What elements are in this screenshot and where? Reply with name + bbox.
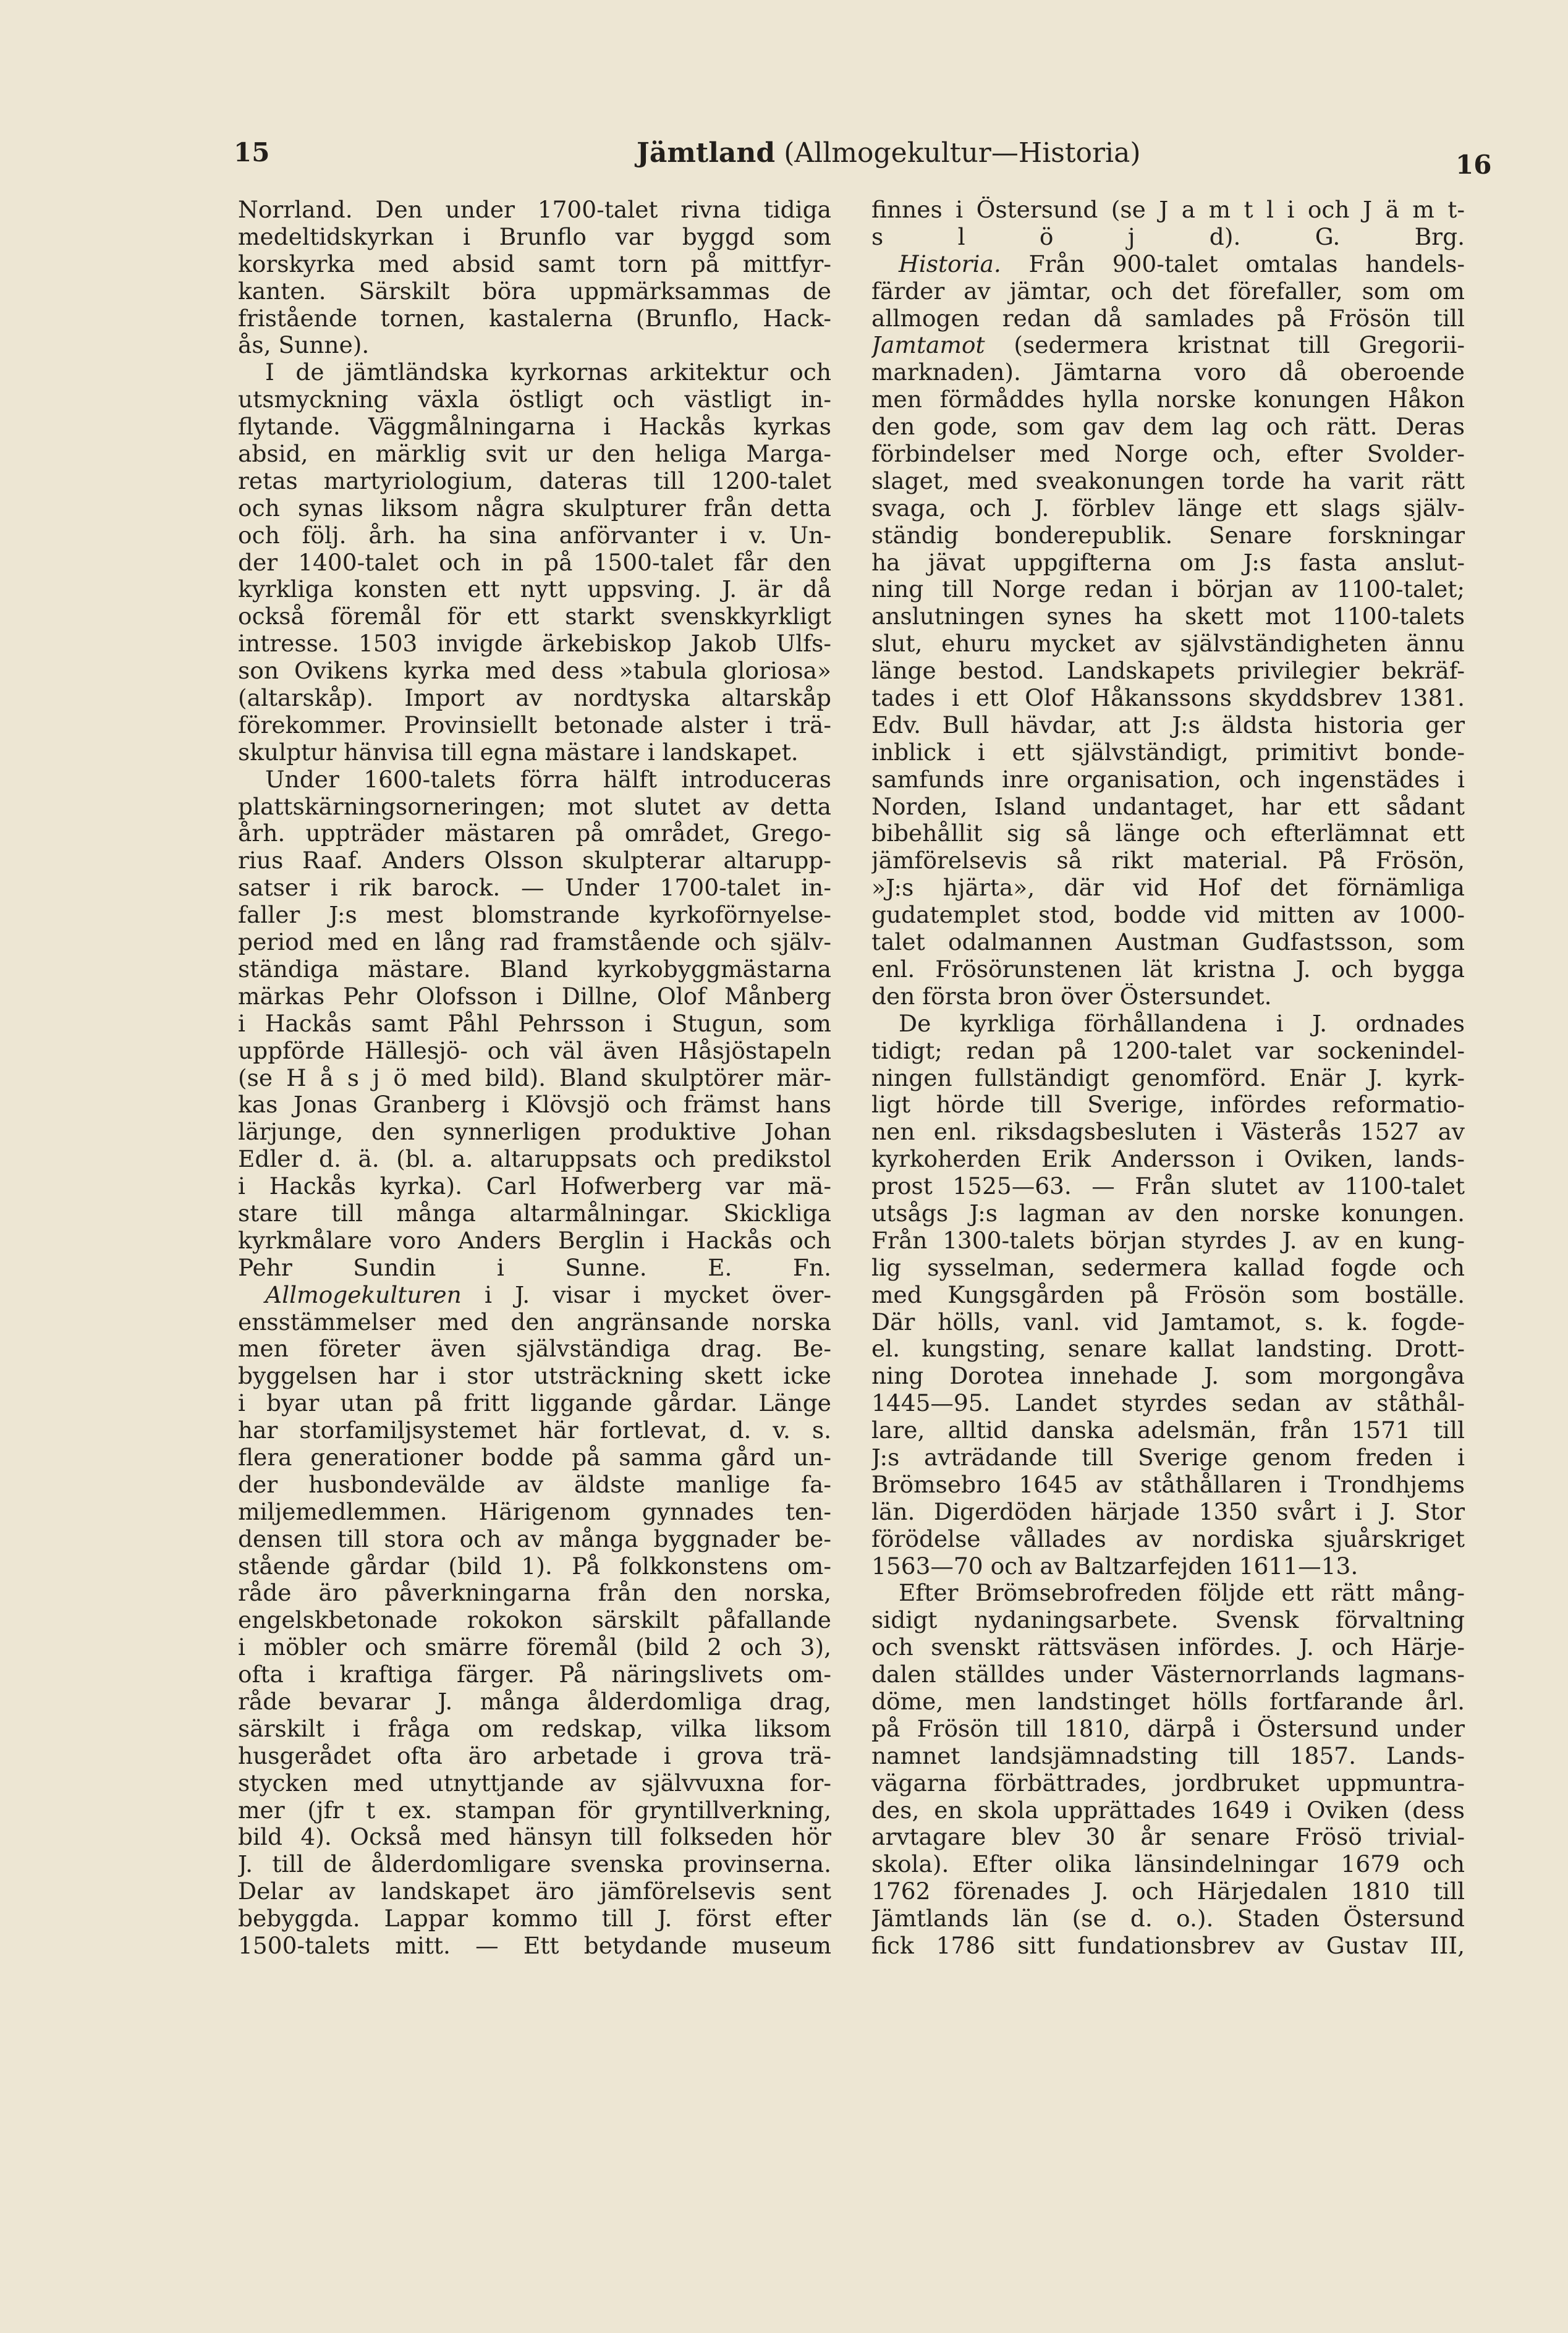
text-line: i Hackås kyrka). Carl Hofwerberg var mä- [238, 1173, 831, 1200]
text-line: stare till många altarmålningar. Skickliga [238, 1200, 831, 1227]
text-line: enl. Frösörunstenen lät kristna J. och bygga [871, 955, 1465, 983]
text-line: el. kungsting, senare kallat landsting. Drott- [871, 1336, 1465, 1363]
text-line: kyrkmålare voro Anders Berglin i Hackås och [238, 1227, 831, 1254]
text-line: Edler d. ä. (bl. a. altaruppsats och predikstol [238, 1146, 831, 1173]
text-line: slut, ehuru mycket av självständigheten ännu [871, 630, 1465, 658]
page-number-left: 15 [234, 137, 270, 167]
text-line: ligt hörde till Sverige, infördes reformatio- [871, 1091, 1465, 1119]
text-line: slaget, med sveakonungen torde ha varit rätt [871, 467, 1465, 494]
text-line: ningen fullständigt genomförd. Enär J. kyrk- [871, 1064, 1465, 1091]
text-line: i byar utan på fritt liggande gårdar. Länge [238, 1390, 831, 1417]
text-line: Pehr Sundin i Sunne. E. Fn. [238, 1254, 831, 1281]
text-line: den första bron över Östersundet. [871, 983, 1272, 1010]
text-line: 1445—95. Landet styrdes sedan av ståthål- [871, 1390, 1465, 1417]
text-line: (altarskåp). Import av nordtyska altarskåp [238, 685, 831, 712]
text-line: särskilt i fråga om redskap, vilka liksom [238, 1715, 831, 1742]
text-line: retas martyriologium, dateras till 1200-talet [238, 467, 831, 494]
text-line: med Kungsgården på Frösön som boställe. [871, 1281, 1465, 1308]
text-line: ständig bonderepublik. Senare forskningar [871, 522, 1465, 549]
text-line: anslutningen synes ha skett mot 1100-talets [871, 603, 1465, 630]
text-line: sidigt nydaningsarbete. Svensk förvaltning [871, 1607, 1465, 1634]
text-line: plattskärningsorneringen; mot slutet av detta [238, 793, 831, 820]
text-line: Jämtlands län (se d. o.). Staden Östersund [871, 1905, 1465, 1933]
text-line: flytande. Väggmålningarna i Hackås kyrkas [238, 413, 831, 441]
text-line: lärjunge, den synnerligen produktive Johan [238, 1119, 831, 1146]
text-line: men företer även självständiga drag. Be- [238, 1336, 831, 1363]
text-line: råde bevarar J. många ålderdomliga drag, [238, 1688, 831, 1715]
running-head [637, 137, 1141, 169]
text-line: uppförde Hällesjö- och väl även Håsjöstapeln [238, 1037, 831, 1064]
text-line: namnet landsjämnadsting till 1857. Lands- [871, 1742, 1465, 1769]
text-line: den gode, som gav dem lag och rätt. Deras [871, 413, 1465, 441]
text-line: Allmogekulturen i J. visar i mycket över- [265, 1281, 831, 1308]
text-line: miljemedlemmen. Härigenom gynnades ten- [238, 1498, 831, 1525]
text-line: ås, Sunne). [238, 332, 370, 359]
text-line: tades i ett Olof Håkanssons skyddsbrev 1381. [871, 685, 1465, 712]
text-line: också föremål för ett starkt svenskkyrkligt [238, 603, 831, 630]
text-line: jämförelsevis så rikt material. På Frösön, [871, 847, 1465, 874]
text-line: De kyrkliga förhållandena i J. ordnades [899, 1010, 1465, 1037]
text-line: nen enl. riksdagsbesluten i Västerås 1527 av [871, 1119, 1465, 1146]
text-line: ständiga mästare. Bland kyrkobyggmästarna [238, 955, 831, 983]
text-line: mer (jfr t ex. stampan för gryntillverkning, [238, 1797, 831, 1824]
text-line: och följ. årh. ha sina anförvanter i v. Un- [238, 522, 831, 549]
text-line: marknaden). Jämtarna voro då oberoende [871, 359, 1465, 386]
text-line: ning Dorotea innehade J. som morgongåva [871, 1363, 1465, 1390]
text-line: Under 1600-talets förra hälft introduceras [265, 766, 831, 793]
text-line: »J:s hjärta», där vid Hof det förnämliga [871, 874, 1465, 902]
text-line: fick 1786 sitt fundationsbrev av Gustav III, [871, 1933, 1465, 1959]
running-head-title: Jämtland [637, 137, 776, 169]
text-line: lare, alltid danska adelsmän, från 1571 till [871, 1417, 1465, 1444]
text-line: lig sysselman, sedermera kallad fogde och [871, 1254, 1465, 1281]
text-line: Där hölls, vanl. vid Jamtamot, s. k. fogde- [871, 1308, 1465, 1336]
text-line: men förmåddes hylla norske konungen Håkon [871, 386, 1465, 413]
text-line: Delar av landskapet äro jämförelsevis sent [238, 1878, 831, 1905]
text-line: på Frösön till 1810, därpå i Östersund under [871, 1715, 1465, 1742]
text-line: densen till stora och av många byggnader be- [238, 1525, 831, 1552]
text-line: har storfamiljsystemet här fortlevat, d. v. s. [238, 1417, 831, 1444]
text-line: ensstämmelser med den angränsande norska [238, 1308, 831, 1336]
text-line: period med en lång rad framstående och själv- [238, 929, 831, 956]
text-line: prost 1525—63. — Från slutet av 1100-talet [871, 1173, 1465, 1200]
text-line: absid, en märklig svit ur den heliga Marga- [238, 441, 831, 468]
text-line: skola). Efter olika länsindelningar 1679 och [871, 1851, 1465, 1878]
text-line: 1500-talets mitt. — Ett betydande museum [238, 1933, 831, 1959]
text-line: son Ovikens kyrka med dess »tabula gloriosa» [238, 658, 831, 685]
page-number-right: 16 [1456, 150, 1492, 180]
text-line: fristående tornen, kastalerna (Brunflo, Hack- [238, 305, 831, 332]
running-head-subtitle: (Allmogekultur—Historia) [775, 137, 1141, 169]
text-line: des, en skola upprättades 1649 i Oviken (dess [871, 1797, 1465, 1824]
text-line: s l ö j d). G. Brg. [871, 223, 1465, 250]
text-line: 1762 förenades J. och Härjedalen 1810 till [871, 1878, 1465, 1905]
text-line: rius Raaf. Anders Olsson skulpterar altarupp- [238, 847, 831, 874]
text-line: svaga, och J. förblev länge ett slags själv- [871, 494, 1465, 522]
left-column [238, 197, 831, 1960]
text-line: finnes i Östersund (se J a m t l i och J ä m t- [871, 197, 1465, 223]
text-line: märkas Pehr Olofsson i Dillne, Olof Månberg [238, 983, 831, 1010]
text-line: bibehållit sig så länge och efterlämnat ett [871, 820, 1465, 847]
text-line: kyrkliga konsten ett nytt uppsving. J. är då [238, 576, 831, 603]
text-line: (se H å s j ö med bild). Bland skulptörer mär- [238, 1064, 831, 1091]
text-line: ofta i kraftiga färger. På näringslivets om- [238, 1661, 831, 1688]
text-line: I de jämtländska kyrkornas arkitektur och [265, 359, 831, 386]
text-line: och svenskt rättsväsen infördes. J. och Härje- [871, 1634, 1465, 1661]
text-line: der 1400-talet och in på 1500-talet får den [238, 549, 831, 576]
text-line: Edv. Bull hävdar, att J:s äldsta historia ger [871, 711, 1465, 739]
text-line: faller J:s mest blomstrande kyrkoförnyelse- [238, 902, 831, 929]
text-line: i Hackås samt Påhl Pehrsson i Stugun, som [238, 1010, 831, 1037]
text-line: och synas liksom några skulpturer från detta [238, 494, 831, 522]
text-line: utsmyckning växla östligt och västligt in- [238, 386, 831, 413]
text-line: skulptur hänvisa till egna mästare i landskapet. [238, 739, 799, 766]
text-line: allmogen redan då samlades på Frösön till [871, 305, 1465, 332]
text-line: dalen ställdes under Västernorrlands lagmans- [871, 1661, 1465, 1688]
text-line: Norrland. Den under 1700-talet rivna tidiga [238, 197, 831, 223]
text-line: stående gårdar (bild 1). På folkkonstens om- [238, 1552, 831, 1580]
text-line: arvtagare blev 30 år senare Frösö trivial- [871, 1824, 1465, 1851]
text-line: kas Jonas Granberg i Klövsjö och främst hans [238, 1091, 831, 1119]
text-line: flera generationer bodde på samma gård un- [238, 1444, 831, 1471]
text-line: talet odalmannen Austman Gudfastsson, som [871, 929, 1465, 956]
text-line: Historia. Från 900-talet omtalas handels- [899, 250, 1465, 277]
text-line: kanten. Särskilt böra uppmärksammas de [238, 277, 831, 305]
text-line: ha jävat uppgifterna om J:s fasta anslut- [871, 549, 1465, 576]
text-line: J. till de ålderdomligare svenska provinserna. [238, 1851, 831, 1878]
text-line: samfunds inre organisation, och ingenstädes i [871, 766, 1465, 793]
right-column [871, 197, 1465, 1960]
text-line: förödelse vållades av nordiska sjuårskriget [871, 1525, 1465, 1552]
text-line: kyrkoherden Erik Andersson i Oviken, lands- [871, 1146, 1465, 1173]
text-line: förekommer. Provinsiellt betonade alster i trä- [238, 711, 831, 739]
text-line: Brömsebro 1645 av ståthållaren i Trondhjems [871, 1471, 1465, 1498]
text-line: i möbler och smärre föremål (bild 2 och 3), [238, 1634, 831, 1661]
text-line: medeltidskyrkan i Brunflo var byggd som [238, 223, 831, 250]
text-line: råde äro påverkningarna från den norska, [238, 1580, 831, 1607]
text-line: gudatemplet stod, bodde vid mitten av 1000- [871, 902, 1465, 929]
text-line: län. Digerdöden härjade 1350 svårt i J. Stor [871, 1498, 1465, 1525]
text-line: Jamtamot (sedermera kristnat till Gregorii- [871, 332, 1465, 359]
text-line: ning till Norge redan i början av 1100-talet; [871, 576, 1465, 603]
text-line: utsågs J:s lagman av den norske konungen. [871, 1200, 1465, 1227]
text-line: satser i rik barock. — Under 1700-talet in- [238, 874, 831, 902]
text-line: intresse. 1503 invigde ärkebiskop Jakob Ulfs- [238, 630, 831, 658]
text-line: Efter Brömsebrofreden följde ett rätt mång- [899, 1580, 1465, 1607]
text-line: korskyrka med absid samt torn på mittfyr- [238, 250, 831, 277]
text-line: förbindelser med Norge och, efter Svolder- [871, 441, 1465, 468]
text-line: färder av jämtar, och det förefaller, som om [871, 277, 1465, 305]
text-line: J:s avträdande till Sverige genom freden i [871, 1444, 1465, 1471]
text-line: Norden, Island undantaget, har ett sådant [871, 793, 1465, 820]
text-line: byggelsen har i stor utsträckning skett icke [238, 1363, 831, 1390]
text-line: Från 1300-talets början styrdes J. av en kung- [871, 1227, 1465, 1254]
text-line: 1563—70 och av Baltzarfejden 1611—13. [871, 1552, 1358, 1580]
text-line: döme, men landstinget hölls fortfarande årl. [871, 1688, 1465, 1715]
text-line: inblick i ett självständigt, primitivt bonde- [871, 739, 1465, 766]
text-line: husgerådet ofta äro arbetade i grova trä- [238, 1742, 831, 1769]
text-line: årh. uppträder mästaren på området, Grego- [238, 820, 831, 847]
text-line: länge bestod. Landskapets privilegier bekräf- [871, 658, 1465, 685]
text-line: der husbondevälde av äldste manlige fa- [238, 1471, 831, 1498]
text-line: bebyggda. Lappar kommo till J. först efter [238, 1905, 831, 1933]
text-line: tidigt; redan på 1200-talet var sockenindel- [871, 1037, 1465, 1064]
text-line: engelskbetonade rokokon särskilt påfallande [238, 1607, 831, 1634]
text-line: stycken med utnyttjande av självvuxna for- [238, 1769, 831, 1797]
text-line: bild 4). Också med hänsyn till folkseden hör [238, 1824, 831, 1851]
page-header [0, 124, 1568, 180]
text-line: vägarna förbättrades, jordbruket uppmuntra- [871, 1769, 1465, 1797]
